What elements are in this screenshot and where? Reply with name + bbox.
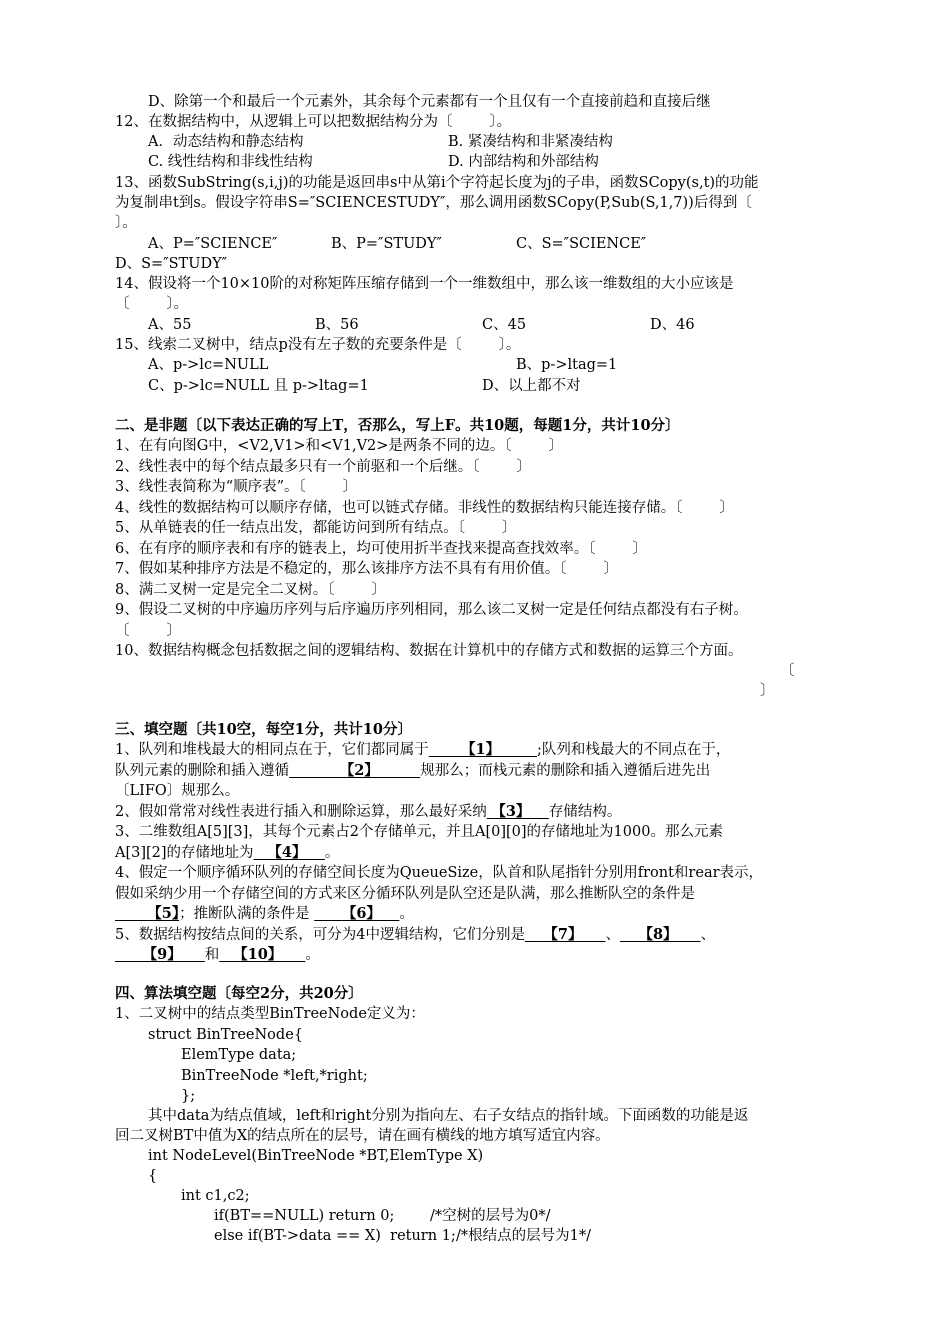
q14-stem-line1: 14、假设将一个10×10阶的对称矩阵压缩存储到一个一维数组中，那么该一维数组的大小应该是 — [115, 276, 734, 292]
code-line: struct BinTreeNode{ — [148, 1027, 303, 1043]
code-line: else if(BT->data == X) return 1; — [214, 1228, 456, 1244]
code-comment: /*根结点的层号为1*/ — [456, 1228, 591, 1244]
q15-stem: 15、线索二叉树中，结点p没有左子数的充要条件是〔 〕。 — [115, 337, 521, 353]
q14-option-b: B、56 — [315, 317, 359, 333]
q13-option-b: B、P=″STUDY″ — [331, 236, 442, 252]
section3-q4-line2: 假如采纳少用一个存储空间的方式来区分循环队列是队空还是队满，那么推断队空的条件是 — [115, 886, 695, 902]
q12-option-c: C. 线性结构和非线性结构 — [148, 154, 313, 170]
section3-title: 三、填空题〔共10空，每空1分，共计10分〕 — [115, 721, 412, 738]
section2-item: 1、在有向图G中，<V2,V1>和<V1,V2>是两条不同的边。〔 〕 — [115, 438, 564, 454]
q12-option-d: D. 内部结构和外部结构 — [448, 154, 599, 170]
q15-option-a: A、p->lc=NULL — [148, 357, 269, 373]
section2-item: 9、假设二叉树的中序遍历序列与后序遍历序列相同，那么该二叉树一定是任何结点都没有右子树。 — [115, 602, 748, 618]
blank-1[interactable]: 【1】 — [461, 741, 501, 758]
section4-title: 四、算法填空题〔每空2分，共20分〕 — [115, 985, 363, 1002]
blank-2[interactable]: 【2】 — [339, 762, 379, 779]
q11-option-d: D、除第一个和最后一个元素外，其余每个元素都有一个且仅有一个直接前趋和直接后继 — [148, 94, 711, 110]
code-line: }; — [181, 1088, 196, 1104]
q12-stem: 12、在数据结构中，从逻辑上可以把数据结构分为〔 〕。 — [115, 114, 512, 130]
q13-option-d: D、S=″STUDY″ — [115, 256, 228, 272]
q14-stem-line2: 〔 〕。 — [115, 296, 189, 312]
section2-bracket-close: 〕 — [760, 683, 775, 699]
section3-q3-line1: 3、二维数组A[5][3]，其每个元素占2个存储单元，并且A[0][0]的存储地址为1000。那么元素 — [115, 824, 723, 840]
blank-9[interactable]: 【9】 — [142, 946, 182, 963]
section3-q4-line1: 4、假定一个顺序循环队列的存储空间长度为QueueSize，队首和队尾指针分别用front和rear表示， — [115, 865, 764, 881]
blank-6[interactable]: 【6】 — [341, 905, 381, 922]
blank-7[interactable]: 【7】 — [543, 926, 583, 943]
q1-text-c: 队列元素的删除和插入遵循 — [115, 763, 289, 779]
section2-item: 2、线性表中的每个结点最多只有一个前驱和一个后继。〔 〕 — [115, 459, 531, 475]
section4-q1: 1、二叉树中的结点类型BinTreeNode定义为： — [115, 1006, 425, 1022]
section3-q5-line1: 5、数据结构按结点间的关系，可分为4中逻辑结构，它们分别是 【7】 、 【8】 、 — [115, 926, 716, 943]
section4-desc-line1: 其中data为结点值域，left和right分别为指向左、右子女结点的指针域。下面函数的功能是返 — [148, 1108, 749, 1124]
section3-q1-line3: 〔LIFO〕规那么。 — [115, 783, 240, 799]
blank-3[interactable]: 【3】 — [491, 803, 531, 820]
section2-item: 3、线性表简称为“顺序表”。〔 〕 — [115, 479, 358, 495]
section3-q1-line1 — [115, 740, 730, 760]
q1-text-a: 1、队列和堆栈最大的相同点在于，它们都同属于 — [115, 742, 429, 758]
q14-option-a: A、55 — [148, 317, 192, 333]
q13-option-c: C、S=″SCIENCE″ — [516, 236, 647, 252]
q15-option-d: D、以上都不对 — [482, 378, 581, 394]
q13-stem-line2: 为复制串t到s。假设字符串S=″SCIENCESTUDY″，那么调用函数SCopy(P,Sub(S,1,7))后得到〔 — [115, 195, 752, 211]
section2-title: 二、是非题〔以下表达正确的写上T，否那么，写上F。共10题，每题1分，共计10分〕 — [115, 417, 680, 434]
q14-option-c: C、45 — [482, 317, 527, 333]
section2-bracket-open: 〔 — [780, 663, 795, 679]
code-line: { — [148, 1168, 158, 1184]
section4-desc-line2: 回二叉树BT中值为X的结点所在的层号，请在画有横线的地方填写适宜内容。 — [115, 1128, 610, 1144]
section3-q1-line2 — [115, 761, 710, 781]
q1-text-d: 规那么；而栈元素的删除和插入遵循后进先出 — [420, 763, 711, 779]
code-line: int NodeLevel(BinTreeNode *BT,ElemType X) — [148, 1148, 484, 1164]
section3-q2: 2、假如常常对线性表进行插入和删除运算，那么最好采纳 【3】 存储结构。 — [115, 803, 622, 820]
section3-q4-line3: 【5】；推断队满的条件是 【6】 。 — [147, 905, 414, 922]
blank-10[interactable]: 【10】 — [233, 946, 283, 963]
section3-q5-line2: 【9】 和 【10】 。 — [142, 946, 320, 963]
blank-4[interactable]: 【4】 — [267, 844, 307, 861]
blank-8[interactable]: 【8】 — [638, 926, 678, 943]
section2-item: 10、数据结构概念包括数据之间的逻辑结构、数据在计算机中的存储方式和数据的运算三个方面。 — [115, 643, 743, 659]
q13-stem-line1: 13、函数SubString(s,i,j)的功能是返回串s中从第i个字符起长度为j的子串，函数SCopy(s,t)的功能 — [115, 175, 759, 191]
q12-option-a: A．动态结构和静态结构 — [148, 134, 304, 150]
q14-option-d: D、46 — [650, 317, 695, 333]
q1-text-b: ;队列和栈最大的不同点在于， — [536, 742, 731, 758]
section2-item: 4、线性的数据结构可以顺序存储，也可以链式存储。非线性的数据结构只能连接存储。〔 〕 — [115, 500, 734, 516]
section2-item: 5、从单链表的任一结点出发，都能访问到所有结点。〔 〕 — [115, 520, 517, 536]
q12-option-b: B. 紧凑结构和非紧凑结构 — [448, 134, 613, 150]
q13-option-a: A、P=″SCIENCE″ — [148, 236, 278, 252]
q15-option-b: B、p->ltag=1 — [516, 357, 618, 373]
q13-stem-line3: 〕。 — [115, 215, 137, 231]
code-line: if(BT==NULL) return 0; — [214, 1208, 395, 1224]
q15-option-c: C、p->lc=NULL 且 p->ltag=1 — [148, 378, 369, 394]
section2-item-bracket: 〔 〕 — [115, 623, 181, 639]
code-line: int c1,c2; — [181, 1188, 250, 1204]
section3-q3-line2: A[3][2]的存储地址为 【4】 。 — [115, 844, 340, 861]
code-line: ElemType data; — [181, 1047, 297, 1063]
section2-item: 7、假如某种排序方法是不稳定的，那么该排序方法不具有有用价值。〔 〕 — [115, 561, 618, 577]
blank-5[interactable]: 【5】 — [147, 905, 180, 922]
code-line: BinTreeNode *left,*right; — [181, 1068, 368, 1084]
section2-item: 6、在有序的顺序表和有序的链表上，均可使用折半查找来提高查找效率。〔 〕 — [115, 541, 647, 557]
section2-item: 8、满二叉树一定是完全二叉树。〔 〕 — [115, 582, 386, 598]
code-comment: /*空树的层号为0*/ — [430, 1208, 551, 1224]
